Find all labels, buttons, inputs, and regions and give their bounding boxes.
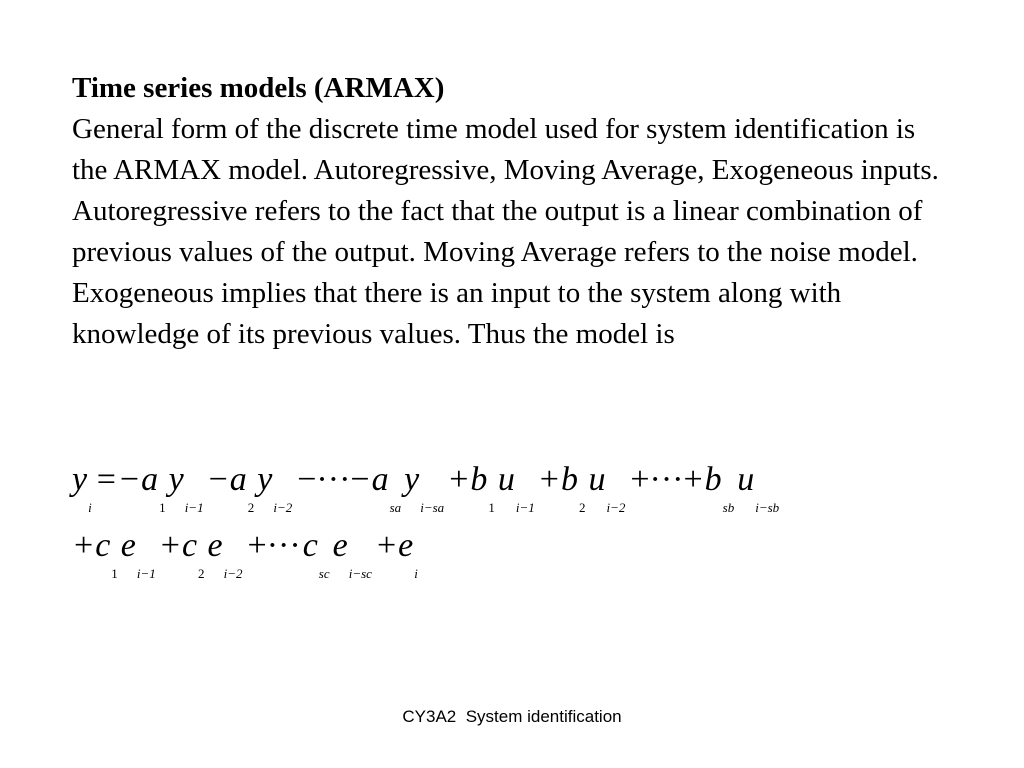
equation-operator: +···	[247, 527, 301, 564]
equation-variable: y	[404, 461, 420, 498]
equation-variable: y	[168, 461, 184, 498]
equation-variable: u	[588, 461, 606, 498]
equation-subscript: 2	[198, 566, 205, 581]
equation-subscript: i−1	[136, 566, 156, 581]
equation-subscript: sb	[722, 500, 735, 515]
equation-operator: +	[376, 527, 397, 564]
equation-subscript: i	[414, 566, 418, 581]
equation-variable: c	[95, 527, 111, 564]
equation-operator: +	[160, 527, 180, 564]
equation-variable: a	[141, 461, 159, 498]
equation-subscript: i−1	[515, 500, 535, 515]
slide-footer: CY3A2 System identification	[402, 707, 622, 726]
equation-subscript: sa	[389, 500, 402, 515]
equation-variable: y	[257, 461, 273, 498]
equation-variable: c	[181, 527, 198, 564]
equation-operator: −···−	[297, 461, 370, 498]
equation-subscript: i−sc	[348, 566, 372, 581]
slide-heading: Time series models (ARMAX)	[72, 72, 445, 104]
equation-variable: b	[704, 461, 722, 498]
equation-variable: b	[470, 461, 488, 498]
equation-operator: +	[449, 461, 469, 498]
equation-subscript: i−1	[184, 500, 204, 515]
equation-variable: e	[332, 527, 348, 564]
equation-variable: u	[737, 461, 755, 498]
equation-line-1	[72, 452, 972, 515]
equation-operator: +···+	[630, 461, 703, 498]
equation-subscript: i−sa	[420, 500, 445, 515]
equation-operator: +	[539, 461, 559, 498]
equation-subscript: i−2	[606, 500, 626, 515]
equation-subscript: 1	[111, 566, 118, 581]
equation-subscript: 1	[488, 500, 495, 515]
equation-variable: e	[207, 527, 223, 564]
equation-operator: −	[119, 461, 140, 498]
equation-operator: +	[74, 527, 94, 564]
equation-operator: −	[208, 461, 228, 498]
equation-variable: a	[371, 461, 389, 498]
equation-subscript: sc	[318, 566, 330, 581]
equation-variable: b	[560, 461, 578, 498]
equation-line-2	[72, 518, 972, 581]
slide-content	[72, 68, 952, 355]
equation-subscript: 1	[159, 500, 166, 515]
slide-paragraph: General form of the discrete time model used for system identification is the ARMAX model. Autoregressive, Moving Average, Exogeneous inputs. Autoregressive refers to the fact that the output is a linear combination of previous values of the output. Moving Average refers to the noise model. Exogeneous implies that there is an input to the system along with knowledge of its previous values. Thus the model is	[72, 113, 939, 350]
equation-operator: =	[96, 461, 116, 498]
equation-subscript: i	[88, 500, 92, 515]
equation-variable: y	[72, 461, 88, 498]
equation-subscript: 2	[247, 500, 255, 515]
equation-variable: a	[229, 461, 247, 498]
equation-subscript: 2	[578, 500, 586, 515]
equation-variable: c	[302, 527, 318, 564]
equation-subscript: i−2	[273, 500, 293, 515]
equation-variable: u	[497, 461, 515, 498]
armax-equation	[72, 452, 972, 581]
equation-variable: e	[398, 527, 414, 564]
equation-subscript: i−2	[223, 566, 243, 581]
equation-subscript: i−sb	[755, 500, 780, 515]
equation-variable: e	[120, 527, 136, 564]
